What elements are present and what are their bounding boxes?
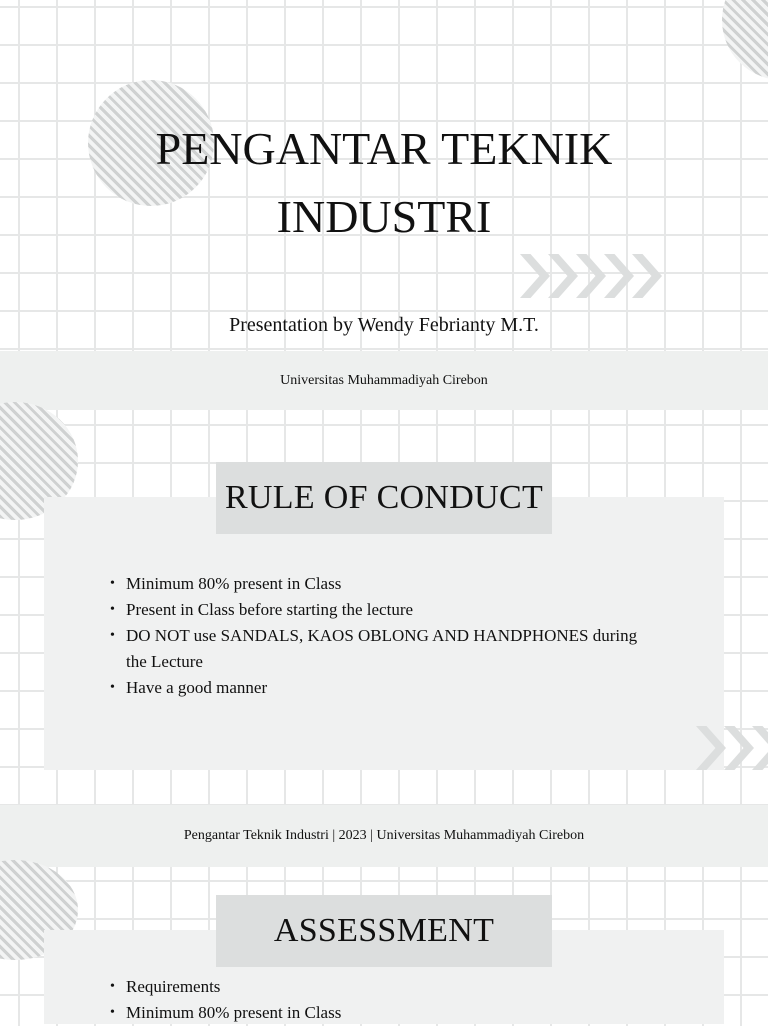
- footer-band: [0, 805, 768, 867]
- chevron-arrows-icon: [520, 254, 660, 298]
- section-heading-rule-of-conduct: [216, 462, 552, 534]
- list-item: • DO NOT use SANDALS, KAOS OBLONG AND HANDPHONES during the Lecture: [110, 623, 650, 675]
- striped-circle-decoration-top-right: [722, 0, 768, 80]
- list-item: • Minimum 80% present in Class: [110, 571, 650, 597]
- section-heading-label: RULE OF CONDUCT: [224, 479, 544, 516]
- list-item: • Have a good manner: [110, 675, 650, 701]
- rules-list: [110, 571, 650, 701]
- assessment-list: [110, 974, 650, 1026]
- list-item: • Present in Class before starting the lecture: [110, 597, 650, 623]
- page-title: [0, 115, 768, 251]
- footer-label: Pengantar Teknik Industri | 2023 | Universitas Muhammadiyah Cirebon: [183, 828, 585, 843]
- chevron-arrows-icon: [696, 726, 768, 770]
- list-item: • Minimum 80% present in Class: [110, 1000, 650, 1026]
- section-heading-label: ASSESSMENT: [273, 912, 495, 949]
- page-title-line-1: PENGANTAR TEKNIK: [155, 123, 613, 174]
- section-heading-assessment: [216, 895, 552, 967]
- university-band: [0, 351, 768, 410]
- page-title-line-2: INDUSTRI: [276, 191, 492, 242]
- university-label: Universitas Muhammadiyah Cirebon: [280, 372, 488, 388]
- presenter-subtitle: Presentation by Wendy Febrianty M.T.: [229, 314, 539, 336]
- list-item: • Requirements: [110, 974, 650, 1000]
